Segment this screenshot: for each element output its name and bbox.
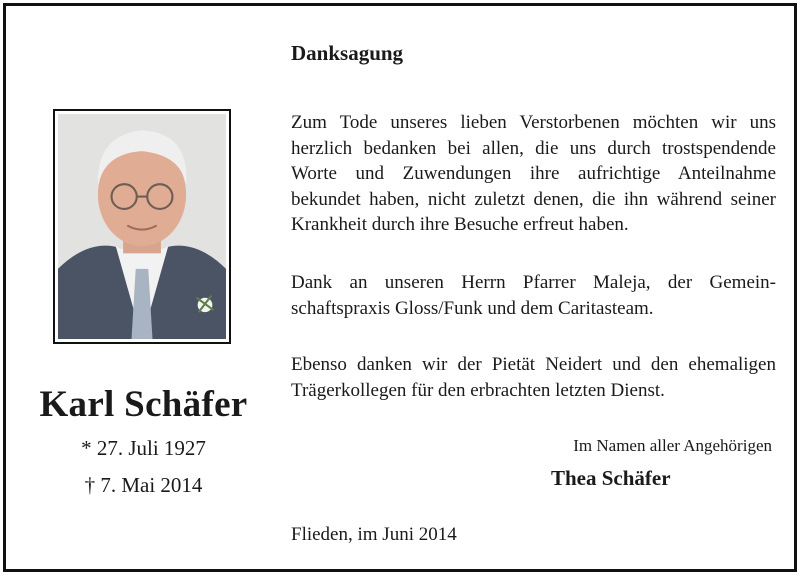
portrait-frame [53, 109, 231, 344]
notice-heading: Danksagung [291, 41, 404, 65]
thanks-paragraph-3: Ebenso danken wir der Pietät Neidert und den ehemaligen Trägerkollegen für den erbrachten letzten Dienst. [291, 354, 776, 401]
place-date: Flieden, im Juni 2014 [291, 524, 457, 545]
birth-date: * 27. Juli 1927 [81, 436, 206, 460]
obituary-card [3, 3, 797, 572]
signer-name: Thea Schäfer [551, 466, 671, 490]
portrait-illustration [58, 114, 226, 339]
deceased-name: Karl Schäfer [39, 384, 248, 425]
portrait-photo [58, 114, 226, 339]
death-date: † 7. Mai 2014 [84, 473, 203, 497]
thanks-paragraph-2: Dank an unseren Herrn Pfarrer Maleja, der Gemeinschaftspraxis Gloss/Funk und dem Caritasteam. [291, 272, 776, 319]
thanks-paragraph-1: Zum Tode unseres lieben Verstorbenen möchten wir uns herzlich bedanken bei allen, die uns durch trostspendende Worte und Zuwendungen ihre aufrichtige Anteilnahme bekundet haben, nicht zuletzt denen, die ihn während seiner Krankheit durch ihre Besuche erfreut haben. [291, 112, 776, 235]
on-behalf-line: Im Namen aller Angehörigen [573, 436, 772, 455]
